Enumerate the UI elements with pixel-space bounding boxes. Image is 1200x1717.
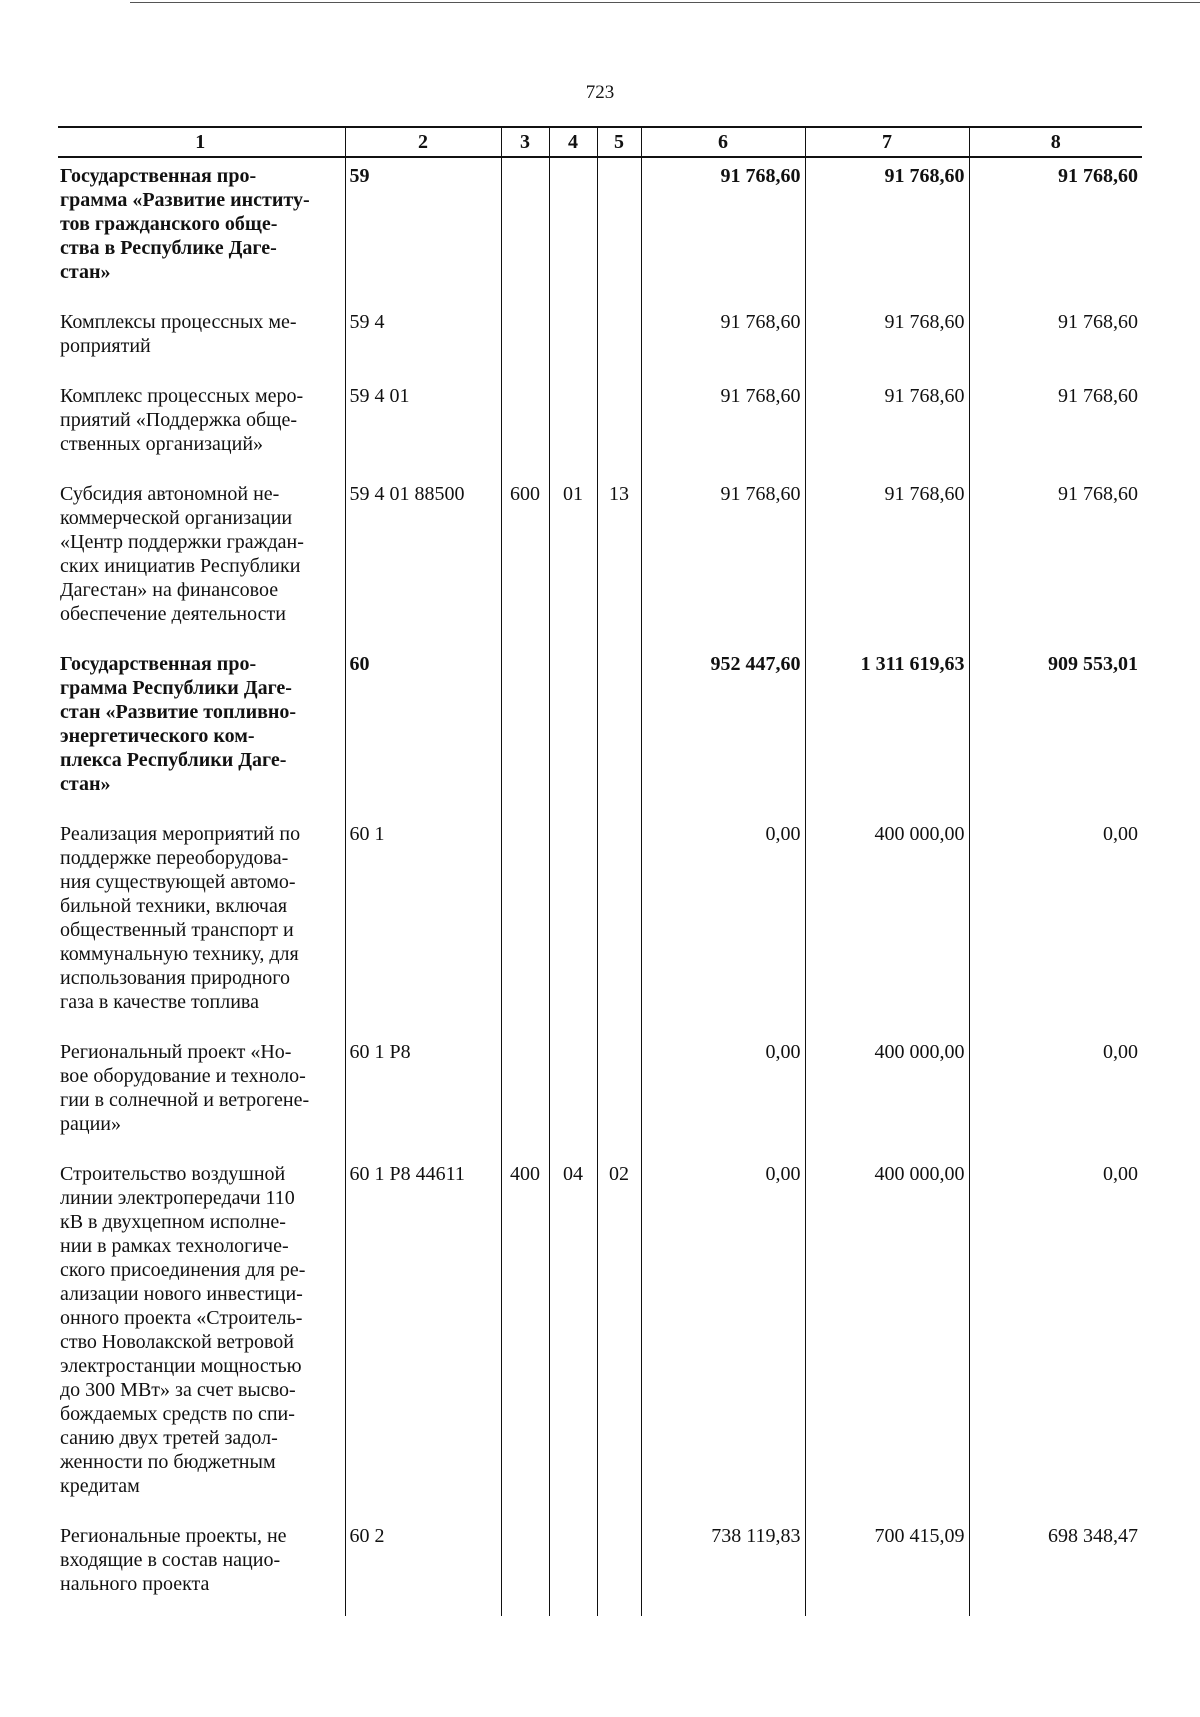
table-row: [58, 476, 1142, 646]
amount-col8-cell: 91 768,60: [969, 378, 1142, 476]
description-line: Реализация мероприятий по: [60, 823, 301, 845]
description-line: стан»: [60, 773, 111, 795]
column-header-6: 6: [641, 127, 805, 157]
table-row: [58, 1156, 1142, 1518]
section-cell: [549, 378, 597, 476]
top-border-line: [130, 2, 1200, 3]
table-row: [58, 157, 1142, 304]
description-line: «Центр поддержки граждан-: [60, 531, 304, 553]
description-line: Дагестан» на финансовое: [60, 579, 279, 601]
subsection-cell: 02: [597, 1156, 641, 1518]
amount-col8-cell: 0,00: [969, 816, 1142, 1034]
budget-code-cell: 59: [345, 157, 501, 304]
amount-col6-cell: 0,00: [641, 1034, 805, 1156]
budget-code-cell: 59 4 01 88500: [345, 476, 501, 646]
description-line: плекса Республики Даге-: [60, 749, 287, 771]
description-line: Государственная про-: [60, 653, 257, 675]
section-cell: [549, 157, 597, 304]
amount-col8-cell: 698 348,47: [969, 1518, 1142, 1616]
page-number: 723: [585, 82, 615, 103]
amount-col8-cell: 91 768,60: [969, 304, 1142, 378]
expense-type-cell: [501, 304, 549, 378]
description-line: Субсидия автономной не-: [60, 483, 280, 505]
table-row: [58, 1034, 1142, 1156]
description-line: ственных организаций»: [60, 433, 264, 455]
budget-code-cell: 59 4: [345, 304, 501, 378]
column-header-3: 3: [501, 127, 549, 157]
description-line: использования природного: [60, 967, 290, 989]
amount-col7-cell: 91 768,60: [805, 304, 969, 378]
description-line: кВ в двухцепном исполне-: [60, 1211, 286, 1233]
table-row: [58, 816, 1142, 1034]
description-line: роприятий: [60, 335, 151, 357]
amount-col6-cell: 91 768,60: [641, 157, 805, 304]
description-line: стан»: [60, 261, 111, 283]
expense-type-cell: [501, 378, 549, 476]
budget-code-cell: 60 2: [345, 1518, 501, 1616]
amount-col6-cell: 91 768,60: [641, 304, 805, 378]
budget-code-cell: 60: [345, 646, 501, 816]
description-line: входящие в состав нацио-: [60, 1549, 281, 1571]
description-line: гии в солнечной и ветрогене-: [60, 1089, 310, 1111]
description-line: ство Новолакской ветровой: [60, 1331, 294, 1353]
table-row: [58, 646, 1142, 816]
row-description: [58, 816, 345, 1034]
expense-type-cell: [501, 646, 549, 816]
section-cell: [549, 304, 597, 378]
description-line: ализации нового инвестици-: [60, 1283, 303, 1305]
amount-col6-cell: 738 119,83: [641, 1518, 805, 1616]
description-line: коммунальную технику, для: [60, 943, 299, 965]
section-cell: [549, 816, 597, 1034]
column-header-2: 2: [345, 127, 501, 157]
description-line: женности по бюджетным: [60, 1451, 276, 1473]
description-line: Государственная про-: [60, 165, 257, 187]
budget-table: [58, 126, 1142, 1616]
table-row: [58, 1518, 1142, 1616]
row-description: [58, 1034, 345, 1156]
subsection-cell: [597, 646, 641, 816]
expense-type-cell: [501, 1518, 549, 1616]
amount-col6-cell: 0,00: [641, 816, 805, 1034]
description-line: обеспечение деятельности: [60, 603, 286, 625]
amount-col6-cell: 952 447,60: [641, 646, 805, 816]
subsection-cell: [597, 1034, 641, 1156]
subsection-cell: [597, 304, 641, 378]
expense-type-cell: [501, 816, 549, 1034]
section-cell: 01: [549, 476, 597, 646]
budget-code-cell: 59 4 01: [345, 378, 501, 476]
section-cell: [549, 1034, 597, 1156]
amount-col8-cell: 909 553,01: [969, 646, 1142, 816]
amount-col8-cell: 0,00: [969, 1034, 1142, 1156]
table-header-row: [58, 127, 1142, 157]
subsection-cell: [597, 157, 641, 304]
description-line: до 300 МВт» за счет высво-: [60, 1379, 296, 1401]
description-line: бильной техники, включая: [60, 895, 288, 917]
column-header-8: 8: [969, 127, 1142, 157]
column-header-7: 7: [805, 127, 969, 157]
table-row: [58, 378, 1142, 476]
description-line: ских инициатив Республики: [60, 555, 301, 577]
subsection-cell: 13: [597, 476, 641, 646]
description-line: тов гражданского обще-: [60, 213, 278, 235]
description-line: газа в качестве топлива: [60, 991, 259, 1013]
description-line: общественный транспорт и: [60, 919, 294, 941]
section-cell: 04: [549, 1156, 597, 1518]
expense-type-cell: 400: [501, 1156, 549, 1518]
description-line: Комплексы процессных ме-: [60, 311, 297, 333]
description-line: ского присоединения для ре-: [60, 1259, 306, 1281]
description-line: поддержке переоборудова-: [60, 847, 289, 869]
table-body: [58, 157, 1142, 1616]
amount-col6-cell: 91 768,60: [641, 378, 805, 476]
description-line: электростанции мощностью: [60, 1355, 302, 1377]
amount-col8-cell: 91 768,60: [969, 476, 1142, 646]
description-line: кредитам: [60, 1475, 140, 1497]
description-line: Региональный проект «Но-: [60, 1041, 292, 1063]
section-cell: [549, 1518, 597, 1616]
expense-type-cell: [501, 1034, 549, 1156]
description-line: линии электропередачи 110: [60, 1187, 295, 1209]
amount-col6-cell: 91 768,60: [641, 476, 805, 646]
column-header-4: 4: [549, 127, 597, 157]
description-line: Строительство воздушной: [60, 1163, 286, 1185]
description-line: ства в Республике Даге-: [60, 237, 277, 259]
description-line: приятий «Поддержка обще-: [60, 409, 298, 431]
row-description: [58, 1518, 345, 1616]
amount-col8-cell: 91 768,60: [969, 157, 1142, 304]
amount-col7-cell: 400 000,00: [805, 1156, 969, 1518]
column-header-1: 1: [58, 127, 345, 157]
amount-col7-cell: 700 415,09: [805, 1518, 969, 1616]
description-line: коммерческой организации: [60, 507, 293, 529]
description-line: грамма «Развитие институ-: [60, 189, 310, 211]
row-description: [58, 646, 345, 816]
expense-type-cell: [501, 157, 549, 304]
amount-col7-cell: 1 311 619,63: [805, 646, 969, 816]
row-description: [58, 304, 345, 378]
description-line: бождаемых средств по спи-: [60, 1403, 295, 1425]
amount-col7-cell: 91 768,60: [805, 157, 969, 304]
subsection-cell: [597, 816, 641, 1034]
budget-code-cell: 60 1 P8 44611: [345, 1156, 501, 1518]
description-line: Региональные проекты, не: [60, 1525, 287, 1547]
description-line: ния существующей автомо-: [60, 871, 296, 893]
amount-col7-cell: 91 768,60: [805, 476, 969, 646]
row-description: [58, 378, 345, 476]
amount-col8-cell: 0,00: [969, 1156, 1142, 1518]
description-line: вое оборудование и техноло-: [60, 1065, 306, 1087]
description-line: онного проекта «Строитель-: [60, 1307, 303, 1329]
amount-col6-cell: 0,00: [641, 1156, 805, 1518]
budget-code-cell: 60 1: [345, 816, 501, 1034]
row-description: [58, 157, 345, 304]
expense-type-cell: 600: [501, 476, 549, 646]
row-description: [58, 1156, 345, 1518]
section-cell: [549, 646, 597, 816]
description-line: стан «Развитие топливно-: [60, 701, 297, 723]
description-line: Комплекс процессных меро-: [60, 385, 304, 407]
row-description: [58, 476, 345, 646]
subsection-cell: [597, 1518, 641, 1616]
description-line: санию двух третей задол-: [60, 1427, 278, 1449]
table-row: [58, 304, 1142, 378]
description-line: грамма Республики Даге-: [60, 677, 292, 699]
subsection-cell: [597, 378, 641, 476]
budget-code-cell: 60 1 P8: [345, 1034, 501, 1156]
column-header-5: 5: [597, 127, 641, 157]
amount-col7-cell: 400 000,00: [805, 816, 969, 1034]
description-line: нального проекта: [60, 1573, 210, 1595]
description-line: нии в рамках технологиче-: [60, 1235, 289, 1257]
description-line: энергетического ком-: [60, 725, 255, 747]
amount-col7-cell: 400 000,00: [805, 1034, 969, 1156]
amount-col7-cell: 91 768,60: [805, 378, 969, 476]
description-line: рации»: [60, 1113, 121, 1135]
